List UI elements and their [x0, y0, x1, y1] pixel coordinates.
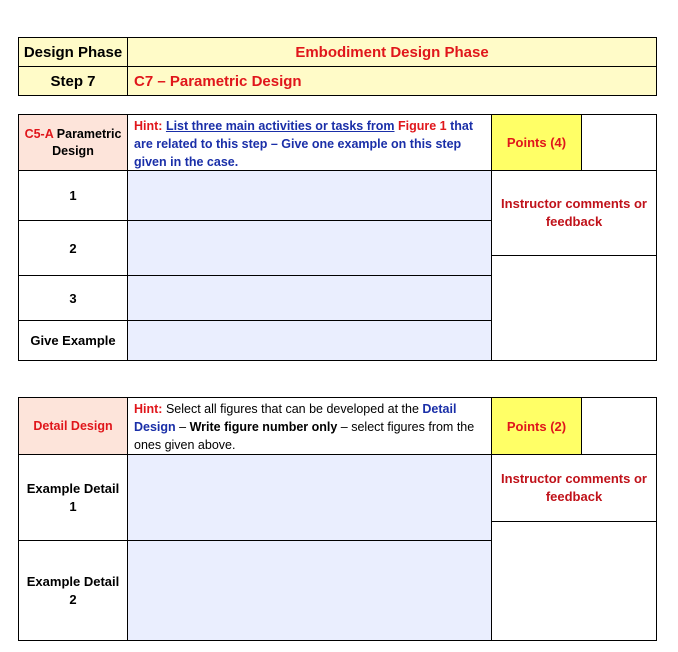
step-label: Step 7	[50, 72, 96, 90]
section-a-instructor-label-cell	[491, 170, 657, 256]
section-a-instructor-feedback-field[interactable]	[491, 255, 657, 361]
section-b-title: Detail Design	[33, 419, 113, 433]
design-phase-label: Design Phase	[23, 43, 123, 61]
design-phase-value-cell	[127, 37, 657, 67]
section-a-title	[23, 126, 123, 160]
section-b-hint-dash: –	[179, 420, 187, 434]
section-a-hint-label: Hint:	[134, 119, 163, 133]
section-a-points-cell	[491, 114, 582, 171]
section-b-instructor-feedback-field[interactable]	[491, 521, 657, 641]
section-a-row-label: 2	[18, 220, 128, 276]
section-a-hint-figure: Figure 1	[398, 119, 447, 133]
step-value: C7 – Parametric Design	[134, 72, 302, 90]
section-a-title-rest: Parametric Design	[52, 126, 122, 158]
section-b-title-cell	[18, 397, 128, 455]
section-b-hint-label: Hint:	[134, 402, 163, 416]
section-a-title-cell	[18, 114, 128, 171]
section-b-hint-bold: Write figure number only	[189, 420, 338, 434]
design-phase-value: Embodiment Design Phase	[295, 43, 489, 61]
step-value-cell	[127, 66, 657, 96]
section-b-points: Points (2)	[506, 418, 567, 434]
section-a-points-value-cell[interactable]	[581, 114, 657, 171]
section-a-answer-field[interactable]	[127, 220, 492, 276]
section-b-row-label: Example Detail 2	[18, 540, 128, 641]
design-phase-label-cell	[18, 37, 128, 67]
section-a-title-code: C5-A	[24, 126, 54, 141]
section-a-hint-rest: that are related to this step – Give one example on this step given in the case.	[134, 119, 474, 169]
section-a-hint-cell	[127, 114, 492, 171]
section-a-points: Points (4)	[506, 135, 567, 150]
section-a-row-label: 3	[18, 275, 128, 321]
section-a-row-label: Give Example	[18, 320, 128, 361]
section-b-points-cell	[491, 397, 582, 455]
section-b-answer-field[interactable]	[127, 540, 492, 641]
section-b-instructor-label-cell	[491, 454, 657, 522]
step-label-cell	[18, 66, 128, 96]
section-b-points-value-cell[interactable]	[581, 397, 657, 455]
section-b-hint-detail-design: Detail Design	[134, 402, 457, 434]
section-b-answer-field[interactable]	[127, 454, 492, 541]
section-b-hint-part2: – select figures from the ones given above.	[134, 420, 475, 452]
section-a-answer-field[interactable]	[127, 170, 492, 221]
section-a-answer-field[interactable]	[127, 320, 492, 361]
section-b-row-label: Example Detail 1	[18, 454, 128, 541]
section-a-hint-underlined: List three main activities or tasks from	[165, 119, 395, 133]
section-b-instructor-label: Instructor comments or feedback	[501, 471, 647, 504]
section-a-instructor-label: Instructor comments or feedback	[501, 196, 647, 229]
section-b-hint-part1: Select all figures that can be developed at the	[165, 402, 419, 416]
section-a-answer-field[interactable]	[127, 275, 492, 321]
section-b-hint-cell	[127, 397, 492, 455]
section-a-row-label: 1	[18, 170, 128, 221]
